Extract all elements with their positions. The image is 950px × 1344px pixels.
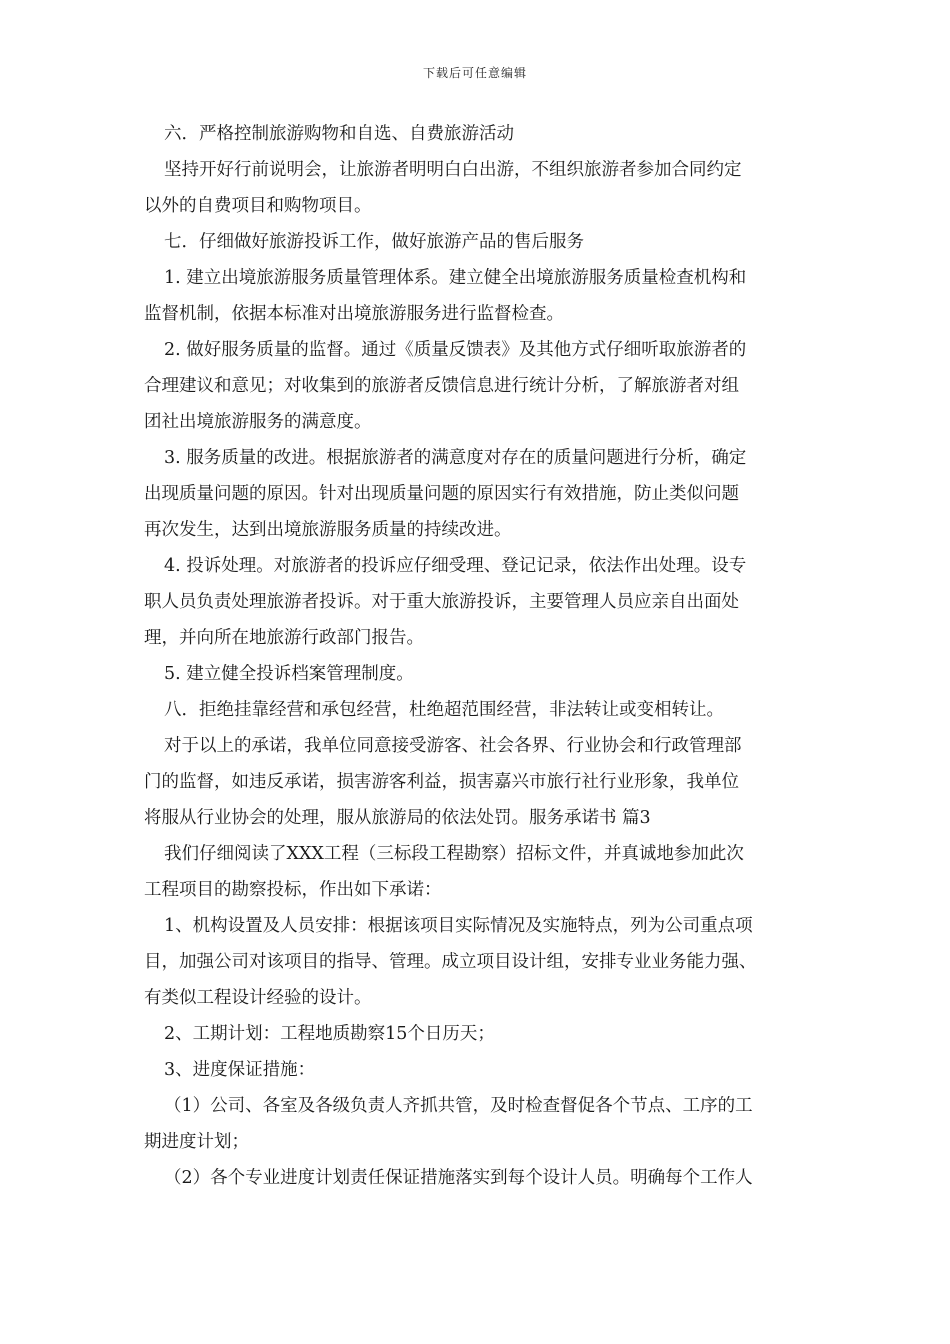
text-line: 目，加强公司对该项目的指导、管理。成立项目设计组，安排专业业务能力强、 <box>144 952 757 972</box>
text-line: 有类似工程设计经验的设计。 <box>144 988 372 1008</box>
text-line: 职人员负责处理旅游者投诉。对于重大旅游投诉，主要管理人员应亲自出面处 <box>144 592 739 612</box>
text-line: 合理建议和意见；对收集到的旅游者反馈信息进行统计分析，了解旅游者对组 <box>144 376 739 396</box>
text-line: 团社出境旅游服务的满意度。 <box>144 412 372 432</box>
text-line: 再次发生，达到出境旅游服务质量的持续改进。 <box>144 520 512 540</box>
text-line: 2、工期计划：工程地质勘察15个日历天； <box>164 1024 495 1044</box>
text-line: 六．严格控制旅游购物和自选、自费旅游活动 <box>164 124 514 144</box>
text-line: 1. 建立出境旅游服务质量管理体系。建立健全出境旅游服务质量检查机构和 <box>164 268 747 288</box>
text-line: 以外的自费项目和购物项目。 <box>144 196 372 216</box>
text-line: 八．拒绝挂靠经营和承包经营，杜绝超范围经营，非法转让或变相转让。 <box>164 700 724 720</box>
text-line: 出现质量问题的原因。针对出现质量问题的原因实行有效措施，防止类似问题 <box>144 484 739 504</box>
text-line: 2. 做好服务质量的监督。通过《质量反馈表》及其他方式仔细听取旅游者的 <box>164 340 747 360</box>
text-line: 我们仔细阅读了XXX工程（三标段工程勘察）招标文件，并真诚地参加此次 <box>164 844 744 864</box>
text-line: 5. 建立健全投诉档案管理制度。 <box>164 664 414 684</box>
page-header-note: 下载后可任意编辑 <box>422 66 527 80</box>
document-body <box>144 116 808 1196</box>
text-line: 坚持开好行前说明会，让旅游者明明白白出游，不组织旅游者参加合同约定 <box>164 160 742 180</box>
text-line: 对于以上的承诺，我单位同意接受游客、社会各界、行业协会和行政管理部 <box>164 736 742 756</box>
text-line: 3、进度保证措施： <box>164 1060 316 1080</box>
text-line: 门的监督，如违反承诺，损害游客利益，损害嘉兴市旅行社行业形象，我单位 <box>144 772 739 792</box>
text-line: 1、机构设置及人员安排：根据该项目实际情况及实施特点，列为公司重点项 <box>164 916 753 936</box>
text-line: （2）各个专业进度计划责任保证措施落实到每个设计人员。明确每个工作人 <box>164 1168 753 1188</box>
text-line: （1）公司、各室及各级负责人齐抓共管，及时检查督促各个节点、工序的工 <box>164 1096 753 1116</box>
text-line: 期进度计划； <box>144 1132 249 1152</box>
text-line: 工程项目的勘察投标，作出如下承诺： <box>144 880 442 900</box>
text-line: 七．仔细做好旅游投诉工作，做好旅游产品的售后服务 <box>164 232 584 252</box>
text-line: 4. 投诉处理。对旅游者的投诉应仔细受理、登记记录，依法作出处理。设专 <box>164 556 747 576</box>
text-line: 将服从行业协会的处理，服从旅游局的依法处罚。服务承诺书 篇3 <box>144 808 651 828</box>
text-line: 理，并向所在地旅游行政部门报告。 <box>144 628 424 648</box>
text-line: 3. 服务质量的改进。根据旅游者的满意度对存在的质量问题进行分析，确定 <box>164 448 747 468</box>
text-line: 监督机制，依据本标准对出境旅游服务进行监督检查。 <box>144 304 564 324</box>
